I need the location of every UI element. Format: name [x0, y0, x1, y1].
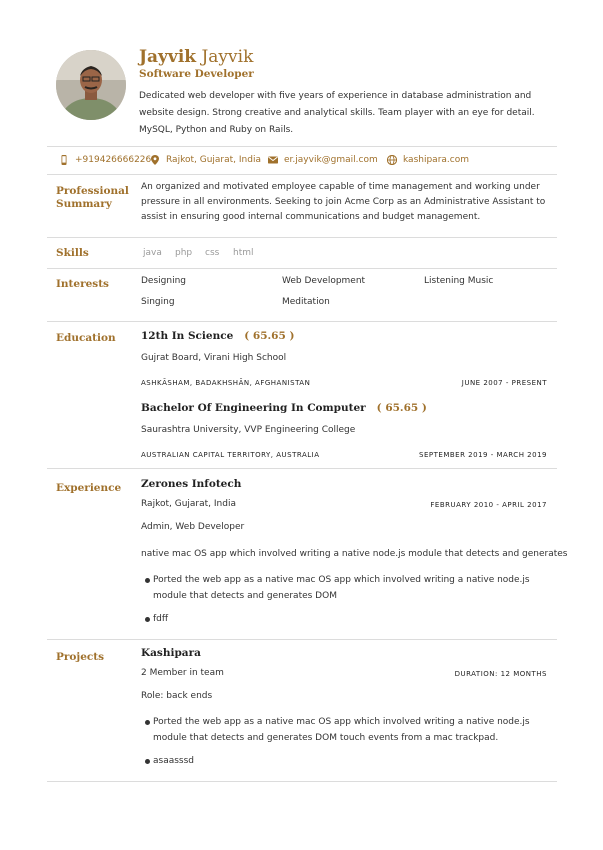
education-location: AUSTRALIAN CAPITAL TERRITORY, AUSTRALIA	[141, 451, 320, 459]
divider	[47, 174, 557, 175]
last-name: Jayvik	[201, 47, 254, 67]
experience-company: Zerones Infotech	[141, 478, 242, 490]
degree-name: Bachelor Of Engineering In Computer	[141, 402, 366, 414]
globe-icon	[387, 155, 397, 165]
website-text: kashipara.com	[403, 155, 469, 165]
first-name: Jayvik	[139, 47, 197, 67]
contact-location	[150, 153, 261, 167]
phone-icon	[59, 155, 69, 165]
job-role: Software Developer	[139, 68, 254, 80]
score-value: 65.65	[385, 402, 419, 414]
interest-item: Listening Music	[424, 276, 494, 286]
divider	[47, 146, 557, 147]
bullet-dot	[145, 759, 150, 764]
education-degree	[141, 330, 294, 342]
interest-item: Designing	[141, 276, 186, 286]
skill-tag: html	[233, 248, 254, 258]
bullet-dot	[145, 720, 150, 725]
project-bullet: asaasssd	[153, 756, 195, 766]
score-value: 65.65	[252, 330, 286, 342]
project-duration: DURATION: 12 MONTHS	[454, 670, 547, 678]
contact-email[interactable]	[268, 153, 378, 167]
section-title-experience: Experience	[56, 482, 122, 494]
education-school: Gujrat Board, Virani High School	[141, 353, 287, 363]
interest-item: Singing	[141, 297, 175, 307]
location-text: Rajkot, Gujarat, India	[166, 155, 261, 165]
section-title-skills: Skills	[56, 247, 89, 259]
bullet-dot	[145, 578, 150, 583]
experience-location: Rajkot, Gujarat, India	[141, 499, 236, 509]
experience-description: native mac OS app which involved writing a native node.js module that detects and generates	[141, 549, 568, 559]
avatar	[56, 50, 126, 120]
experience-bullet: fdff	[153, 614, 169, 624]
summary-text: An organized and motivated employee capable of time management and working under pressure in all environments. Seeking to join Acme Corp as an Administrative Assistant to assist in ensuring good internal communications and budget management.	[141, 182, 546, 222]
project-name: Kashipara	[141, 647, 201, 659]
skill-tag: java	[143, 248, 162, 258]
section-title-education: Education	[56, 332, 116, 344]
degree-score: ( 65.65 )	[369, 402, 427, 414]
education-location: ASHKĀSHAM, BADAKHSHĀN, AFGHANISTAN	[141, 379, 311, 387]
map-pin-icon	[150, 155, 160, 165]
divider	[47, 781, 557, 782]
contact-website[interactable]	[387, 153, 469, 167]
section-title-summary: Professional Summary	[56, 185, 129, 210]
contact-phone[interactable]	[59, 153, 151, 167]
candidate-name	[139, 47, 253, 67]
divider	[47, 321, 557, 322]
degree-name: 12th In Science	[141, 330, 234, 342]
divider	[47, 237, 557, 238]
envelope-icon	[268, 155, 278, 165]
project-bullet: Ported the web app as a native mac OS app which involved writing a native node.js module that detects and generates DOM touch events from a mac trackpad.	[153, 717, 530, 743]
divider	[47, 639, 557, 640]
about-text: Dedicated web developer with five years of experience in database administration and website design. Strong creative and analytical skills. Team player with an eye for detail. MySQL, Python and Ruby on Rails.	[139, 91, 535, 135]
phone-text: +919426666226	[75, 155, 152, 165]
education-school: Saurashtra University, VVP Engineering College	[141, 425, 356, 435]
section-title-projects: Projects	[56, 651, 105, 663]
skill-tag: php	[175, 248, 193, 258]
education-degree	[141, 402, 427, 414]
bullet-dot	[145, 617, 150, 622]
experience-title: Admin, Web Developer	[141, 522, 245, 532]
interest-item: Meditation	[282, 297, 330, 307]
experience-bullet: Ported the web app as a native mac OS app which involved writing a native node.js module that detects and generates DOM	[153, 575, 530, 601]
degree-score: ( 65.65 )	[236, 330, 295, 342]
experience-dates: FEBRUARY 2010 - APRIL 2017	[430, 501, 547, 509]
interest-item: Web Development	[282, 276, 366, 286]
skill-tag: css	[205, 248, 220, 258]
project-team: 2 Member in team	[141, 668, 224, 678]
education-dates: SEPTEMBER 2019 - MARCH 2019	[419, 451, 547, 459]
project-role: Role: back ends	[141, 691, 213, 701]
email-text: er.jayvik@gmail.com	[284, 155, 378, 165]
divider	[47, 268, 557, 269]
education-dates: JUNE 2007 - PRESENT	[461, 379, 547, 387]
section-title-interests: Interests	[56, 278, 109, 290]
divider	[47, 468, 557, 469]
